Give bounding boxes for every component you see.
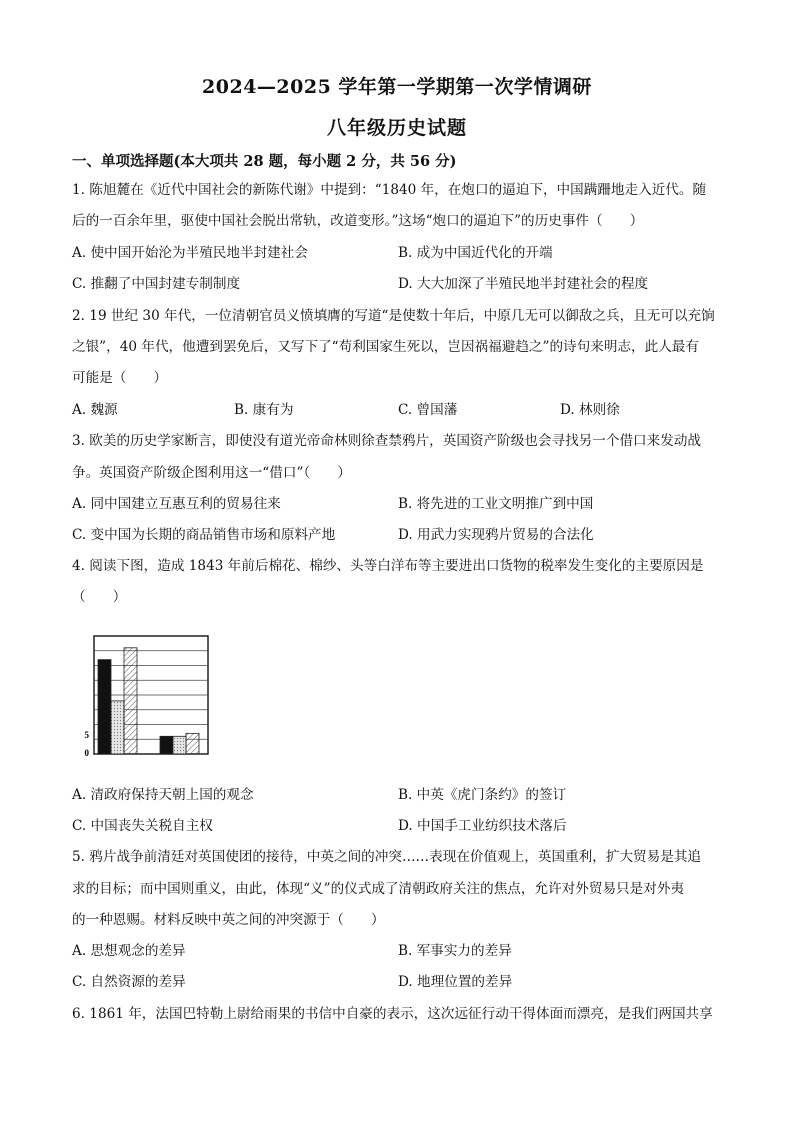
question-4-line-2: （ ） [72, 589, 127, 605]
question-3-line-2: 争。英国资产阶级企图利用这一“借口”（ ） [72, 465, 351, 481]
y-tick-label-0: 0 [84, 748, 89, 758]
question-3-option-a: A. 同中国建立互惠互利的贸易往来 [72, 496, 281, 512]
question-2-option-c: C. 曾国藩 [398, 402, 458, 418]
question-1-option-a: A. 使中国开始沦为半殖民地半封建社会 [72, 245, 308, 261]
question-1-option-b: B. 成为中国近代化的开端 [398, 245, 553, 261]
exam-title: 2024—2025 学年第一学期第一次学情调研 [202, 76, 592, 98]
question-5-line-2: 求的目标；而中国则重义，由此，体现“义”的仪式成了清朝政府关注的焦点，允许对外贸易只是对外夷 [72, 881, 685, 897]
chart-bars [98, 648, 199, 754]
tariff-bar-chart [80, 632, 212, 762]
question-4-option-a: A. 清政府保持天朝上国的观念 [72, 787, 254, 803]
question-4-line-1: 4. 阅读下图，造成 1843 年前后棉花、棉纱、头等白洋布等主要进出口货物的税率发生变化的主要原因是 [72, 558, 704, 574]
question-2-option-b: B. 康有为 [234, 402, 294, 418]
question-5-option-c: C. 自然资源的差异 [72, 974, 186, 990]
question-5-option-d: D. 地理位置的差异 [398, 974, 513, 990]
question-5-line-1: 5. 鸦片战争前清廷对英国使团的接待，中英之间的冲突……表现在价值观上，英国重利，扩大贸易是其追 [72, 849, 702, 865]
question-2-line-1: 2. 19 世纪 30 年代，一位清朝官员义愤填膺的写道“是使数十年后，中原几无可以御敌之兵，且无可以充饷 [72, 308, 715, 324]
question-1-option-d: D. 大大加深了半殖民地半封建社会的程度 [398, 276, 649, 292]
question-2-option-d: D. 林则徐 [560, 402, 620, 418]
question-4-option-c: C. 中国丧失关税自主权 [72, 818, 213, 834]
chart-bar-group-1-series-3 [124, 648, 137, 754]
question-5-option-a: A. 思想观念的差异 [72, 943, 186, 959]
chart-bar-group-2-series-1 [160, 736, 173, 754]
question-2-line-3: 可能是（ ） [72, 370, 168, 386]
chart-bar-group-1-series-1 [98, 660, 111, 754]
question-1-line-1: 1. 陈旭麓在《近代中国社会的新陈代谢》中提到：“1840 年，在炮口的逼迫下，中国蹒跚地走入近代。随 [72, 182, 707, 198]
question-3-option-d: D. 用武力实现鸦片贸易的合法化 [398, 527, 594, 543]
question-1-option-c: C. 推翻了中国封建专制制度 [72, 276, 241, 292]
section-heading: 一、单项选择题(本大项共 28 题，每小题 2 分，共 56 分) [72, 153, 457, 170]
question-3-line-1: 3. 欧美的历史学家断言，即使没有道光帝命林则徐查禁鸦片，英国资产阶级也会寻找另一个借口来发动战 [72, 433, 702, 449]
question-3-option-b: B. 将先进的工业文明推广到中国 [398, 496, 594, 512]
question-5-option-b: B. 军事实力的差异 [398, 943, 512, 959]
question-5-line-3: 的一种恩赐。材料反映中英之间的冲突源于（ ） [72, 912, 385, 928]
chart-bar-group-2-series-3 [186, 733, 199, 754]
exam-subtitle: 八年级历史试题 [326, 117, 467, 139]
question-4-option-b: B. 中英《虎门条约》的签订 [398, 787, 567, 803]
chart-bar-group-1-series-2 [111, 701, 124, 754]
question-2-line-2: 之银”，40 年代，他遭到罢免后，又写下了“苟利国家生死以，岂因祸福避趋之”的诗句来明志，此人最有 [72, 339, 699, 355]
y-tick-label-5: 5 [84, 730, 89, 740]
question-2-option-a: A. 魏源 [72, 402, 118, 418]
question-3-option-c: C. 变中国为长期的商品销售市场和原料产地 [72, 527, 336, 543]
question-4-option-d: D. 中国手工业纺织技术落后 [398, 818, 567, 834]
question-6-line-1: 6. 1861 年，法国巴特勒上尉给雨果的书信中自豪的表示，这次远征行动干得体面而漂亮，是我们两国共享 [72, 1006, 713, 1022]
question-1-line-2: 后的一百余年里，驱使中国社会脱出常轨，改道变形。”这场“炮口的逼迫下”的历史事件（ ） [72, 213, 644, 229]
chart-bar-group-2-series-2 [173, 736, 186, 754]
